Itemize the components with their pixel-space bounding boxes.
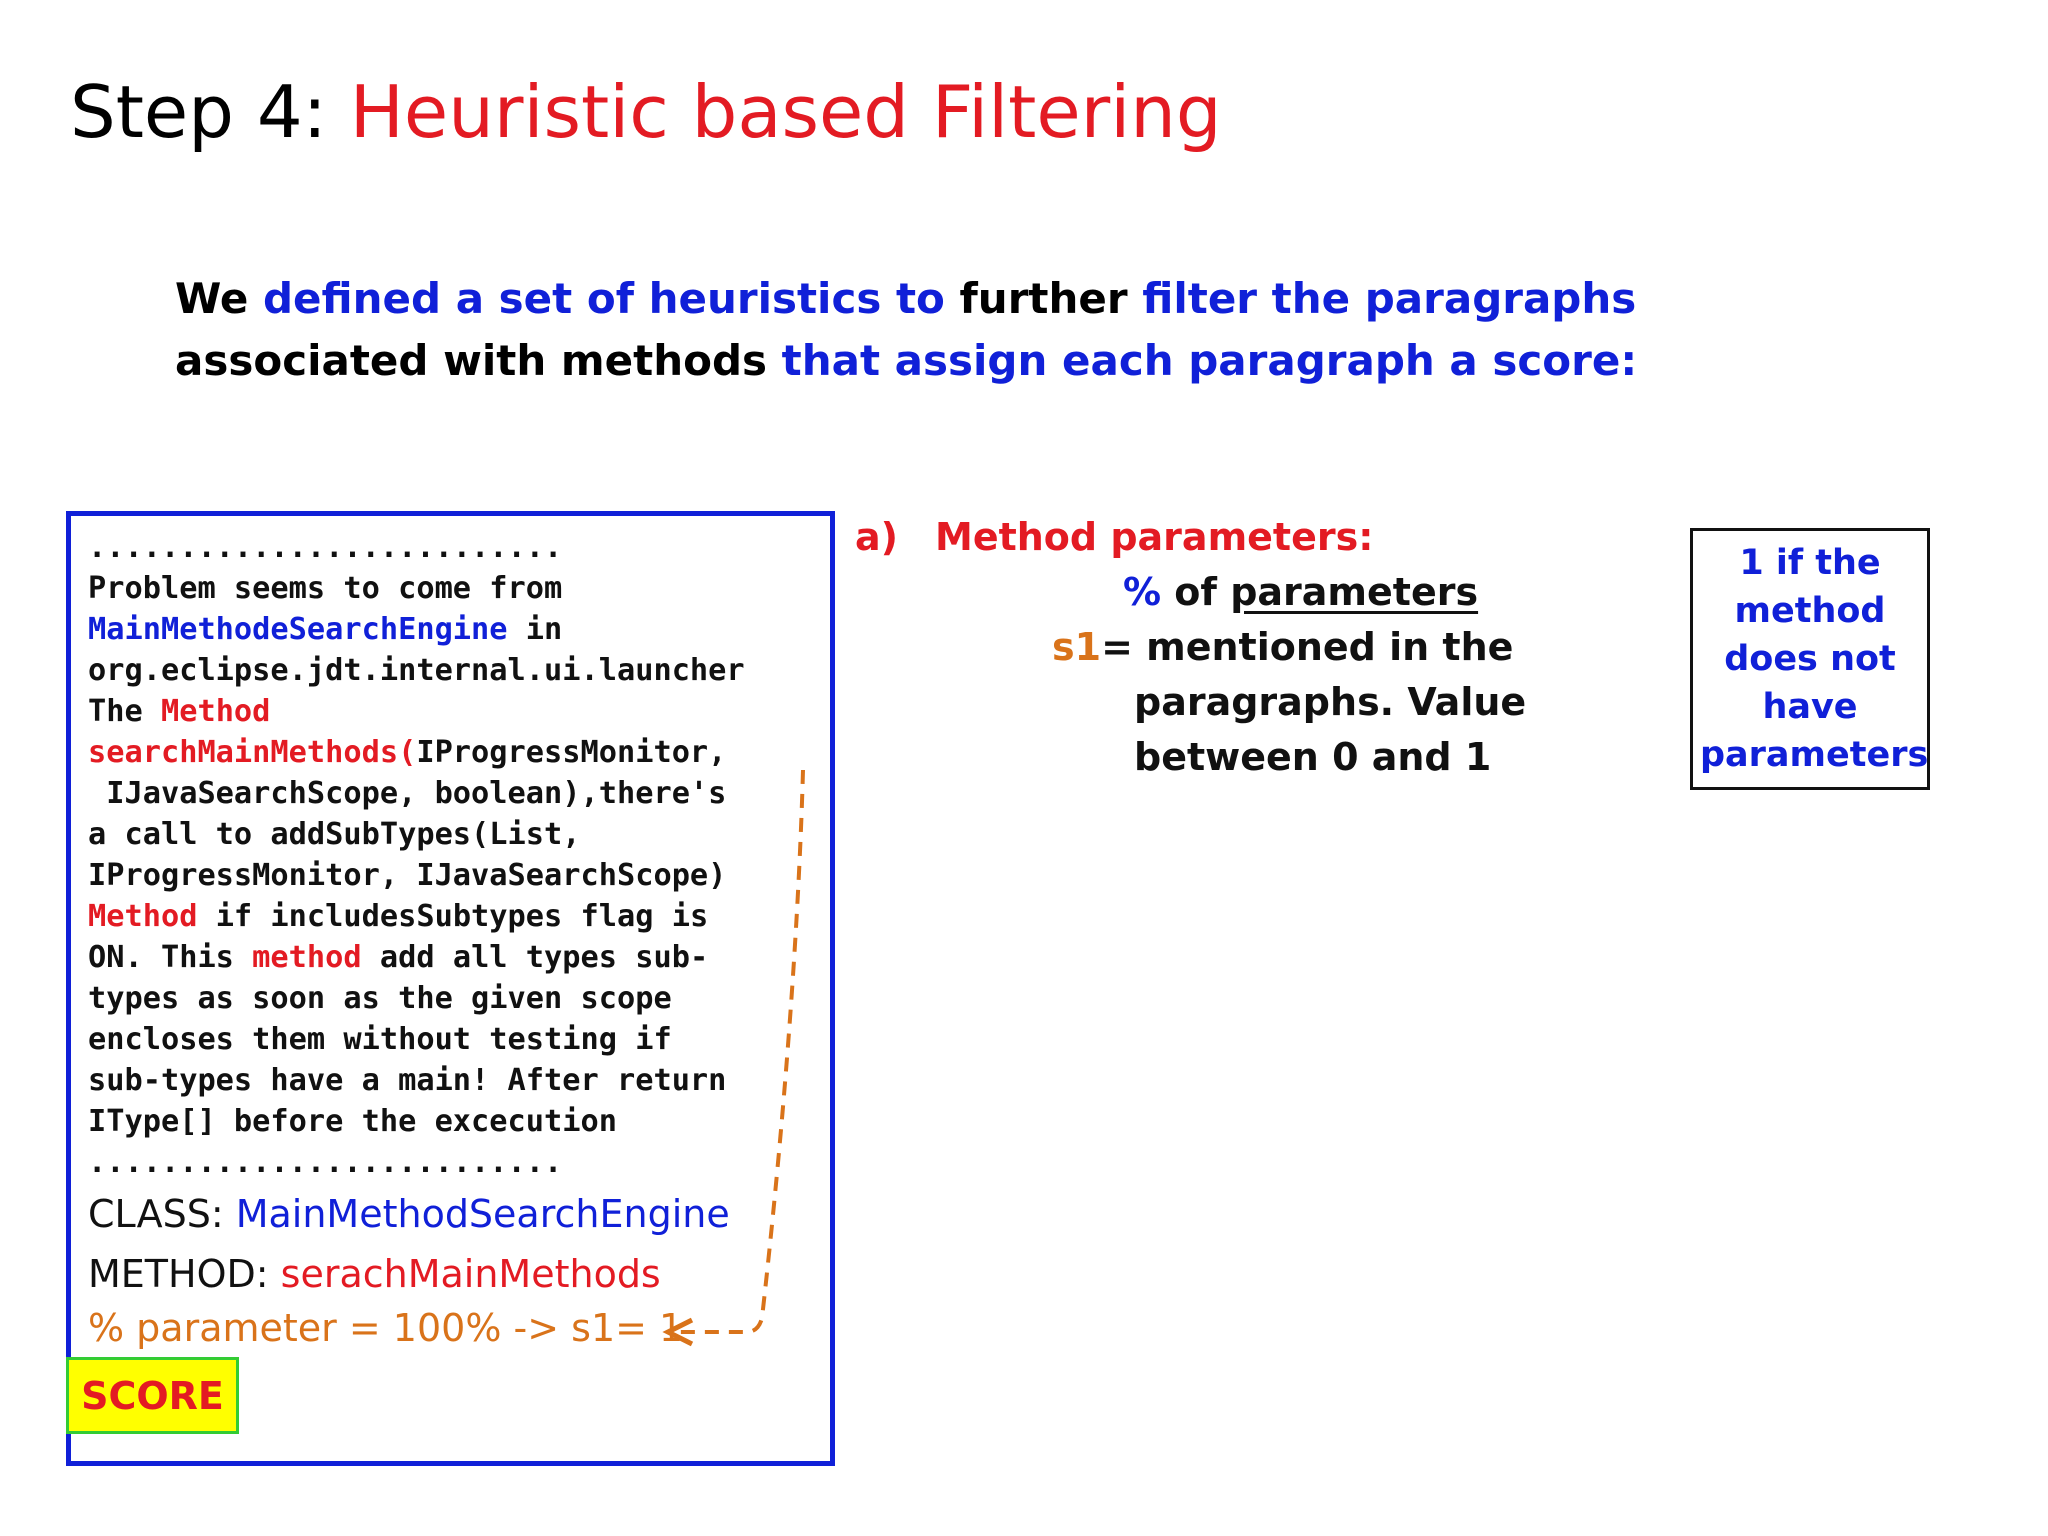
percent-symbol: % (1123, 570, 1162, 614)
note-text (1700, 539, 1929, 779)
code-method-keyword: Method (88, 899, 198, 934)
formula-s1: s1 (1052, 625, 1102, 669)
method-value: serachMainMethods (280, 1252, 661, 1296)
formula-numerator (1123, 570, 1478, 614)
heuristic-title: Method parameters: (935, 515, 1374, 559)
score-badge: SCORE (66, 1357, 239, 1434)
class-label: CLASS: (88, 1192, 236, 1236)
note-line: 1 if the (1739, 543, 1881, 583)
intro-text-4: filter the paragraphs (1142, 274, 1637, 323)
heuristic-label: a) (855, 515, 899, 559)
parameter-score-line: % parameter = 100% -> s1= 1 (88, 1306, 684, 1350)
code-dots-top: .......................... (88, 530, 563, 565)
intro-paragraph (175, 268, 1895, 392)
code-line: types as soon as the given scope (88, 981, 672, 1016)
formula-of: of (1161, 570, 1231, 614)
code-class-name: MainMethodeSearchEngine (88, 612, 508, 647)
code-line: IProgressMonitor, (416, 735, 727, 770)
intro-text-3: further (944, 274, 1143, 323)
code-line: add all types sub- (361, 940, 709, 975)
code-line: IJavaSearchScope, boolean),there's (88, 776, 727, 811)
method-line (88, 1252, 661, 1296)
code-line: a call to addSubTypes(List, (88, 817, 581, 852)
class-value: MainMethodSearchEngine (235, 1192, 730, 1236)
slide-title (70, 70, 1222, 154)
code-dots-bottom: .......................... (88, 1145, 563, 1180)
intro-text-2: defined a set of heuristics to (262, 274, 945, 323)
title-highlight: Heuristic based Filtering (349, 70, 1222, 154)
code-line: org.eclipse.jdt.internal.ui.launcher (88, 653, 745, 688)
code-line: IProgressMonitor, IJavaSearchScope) (88, 858, 727, 893)
title-prefix: Step 4: (70, 70, 350, 154)
code-line: The (88, 694, 161, 729)
note-line: parameters (1700, 735, 1929, 775)
code-excerpt (88, 527, 745, 1183)
no-parameters-note (1690, 528, 1930, 790)
code-method-keyword: method (252, 940, 362, 975)
code-method-name: searchMainMethods( (88, 735, 417, 770)
class-line (88, 1192, 730, 1236)
formula-eq: = mentioned in the (1101, 625, 1514, 669)
code-line: IType[] before the excecution (88, 1104, 617, 1139)
code-line: ON. This (88, 940, 253, 975)
formula-line-3: paragraphs. Value (1134, 680, 1527, 724)
code-line: sub-types have a main! After return (88, 1063, 727, 1098)
intro-text-1: We (175, 274, 263, 323)
formula-parameters: parameters (1230, 570, 1479, 614)
method-label: METHOD: (88, 1252, 281, 1296)
code-line: encloses them without testing if (88, 1022, 672, 1057)
note-line: method (1734, 591, 1886, 631)
note-line: does not (1724, 639, 1896, 679)
intro-text-6: that assign each paragraph a score: (781, 336, 1638, 385)
note-line: have (1762, 687, 1858, 727)
code-line: in (507, 612, 563, 647)
code-line: if includesSubtypes flag is (197, 899, 709, 934)
intro-text-5: associated with methods (175, 336, 782, 385)
formula-line-4: between 0 and 1 (1134, 735, 1492, 779)
formula-line-2 (1052, 625, 1513, 669)
code-line: Problem seems to come from (88, 571, 563, 606)
code-method-keyword: Method (160, 694, 271, 729)
